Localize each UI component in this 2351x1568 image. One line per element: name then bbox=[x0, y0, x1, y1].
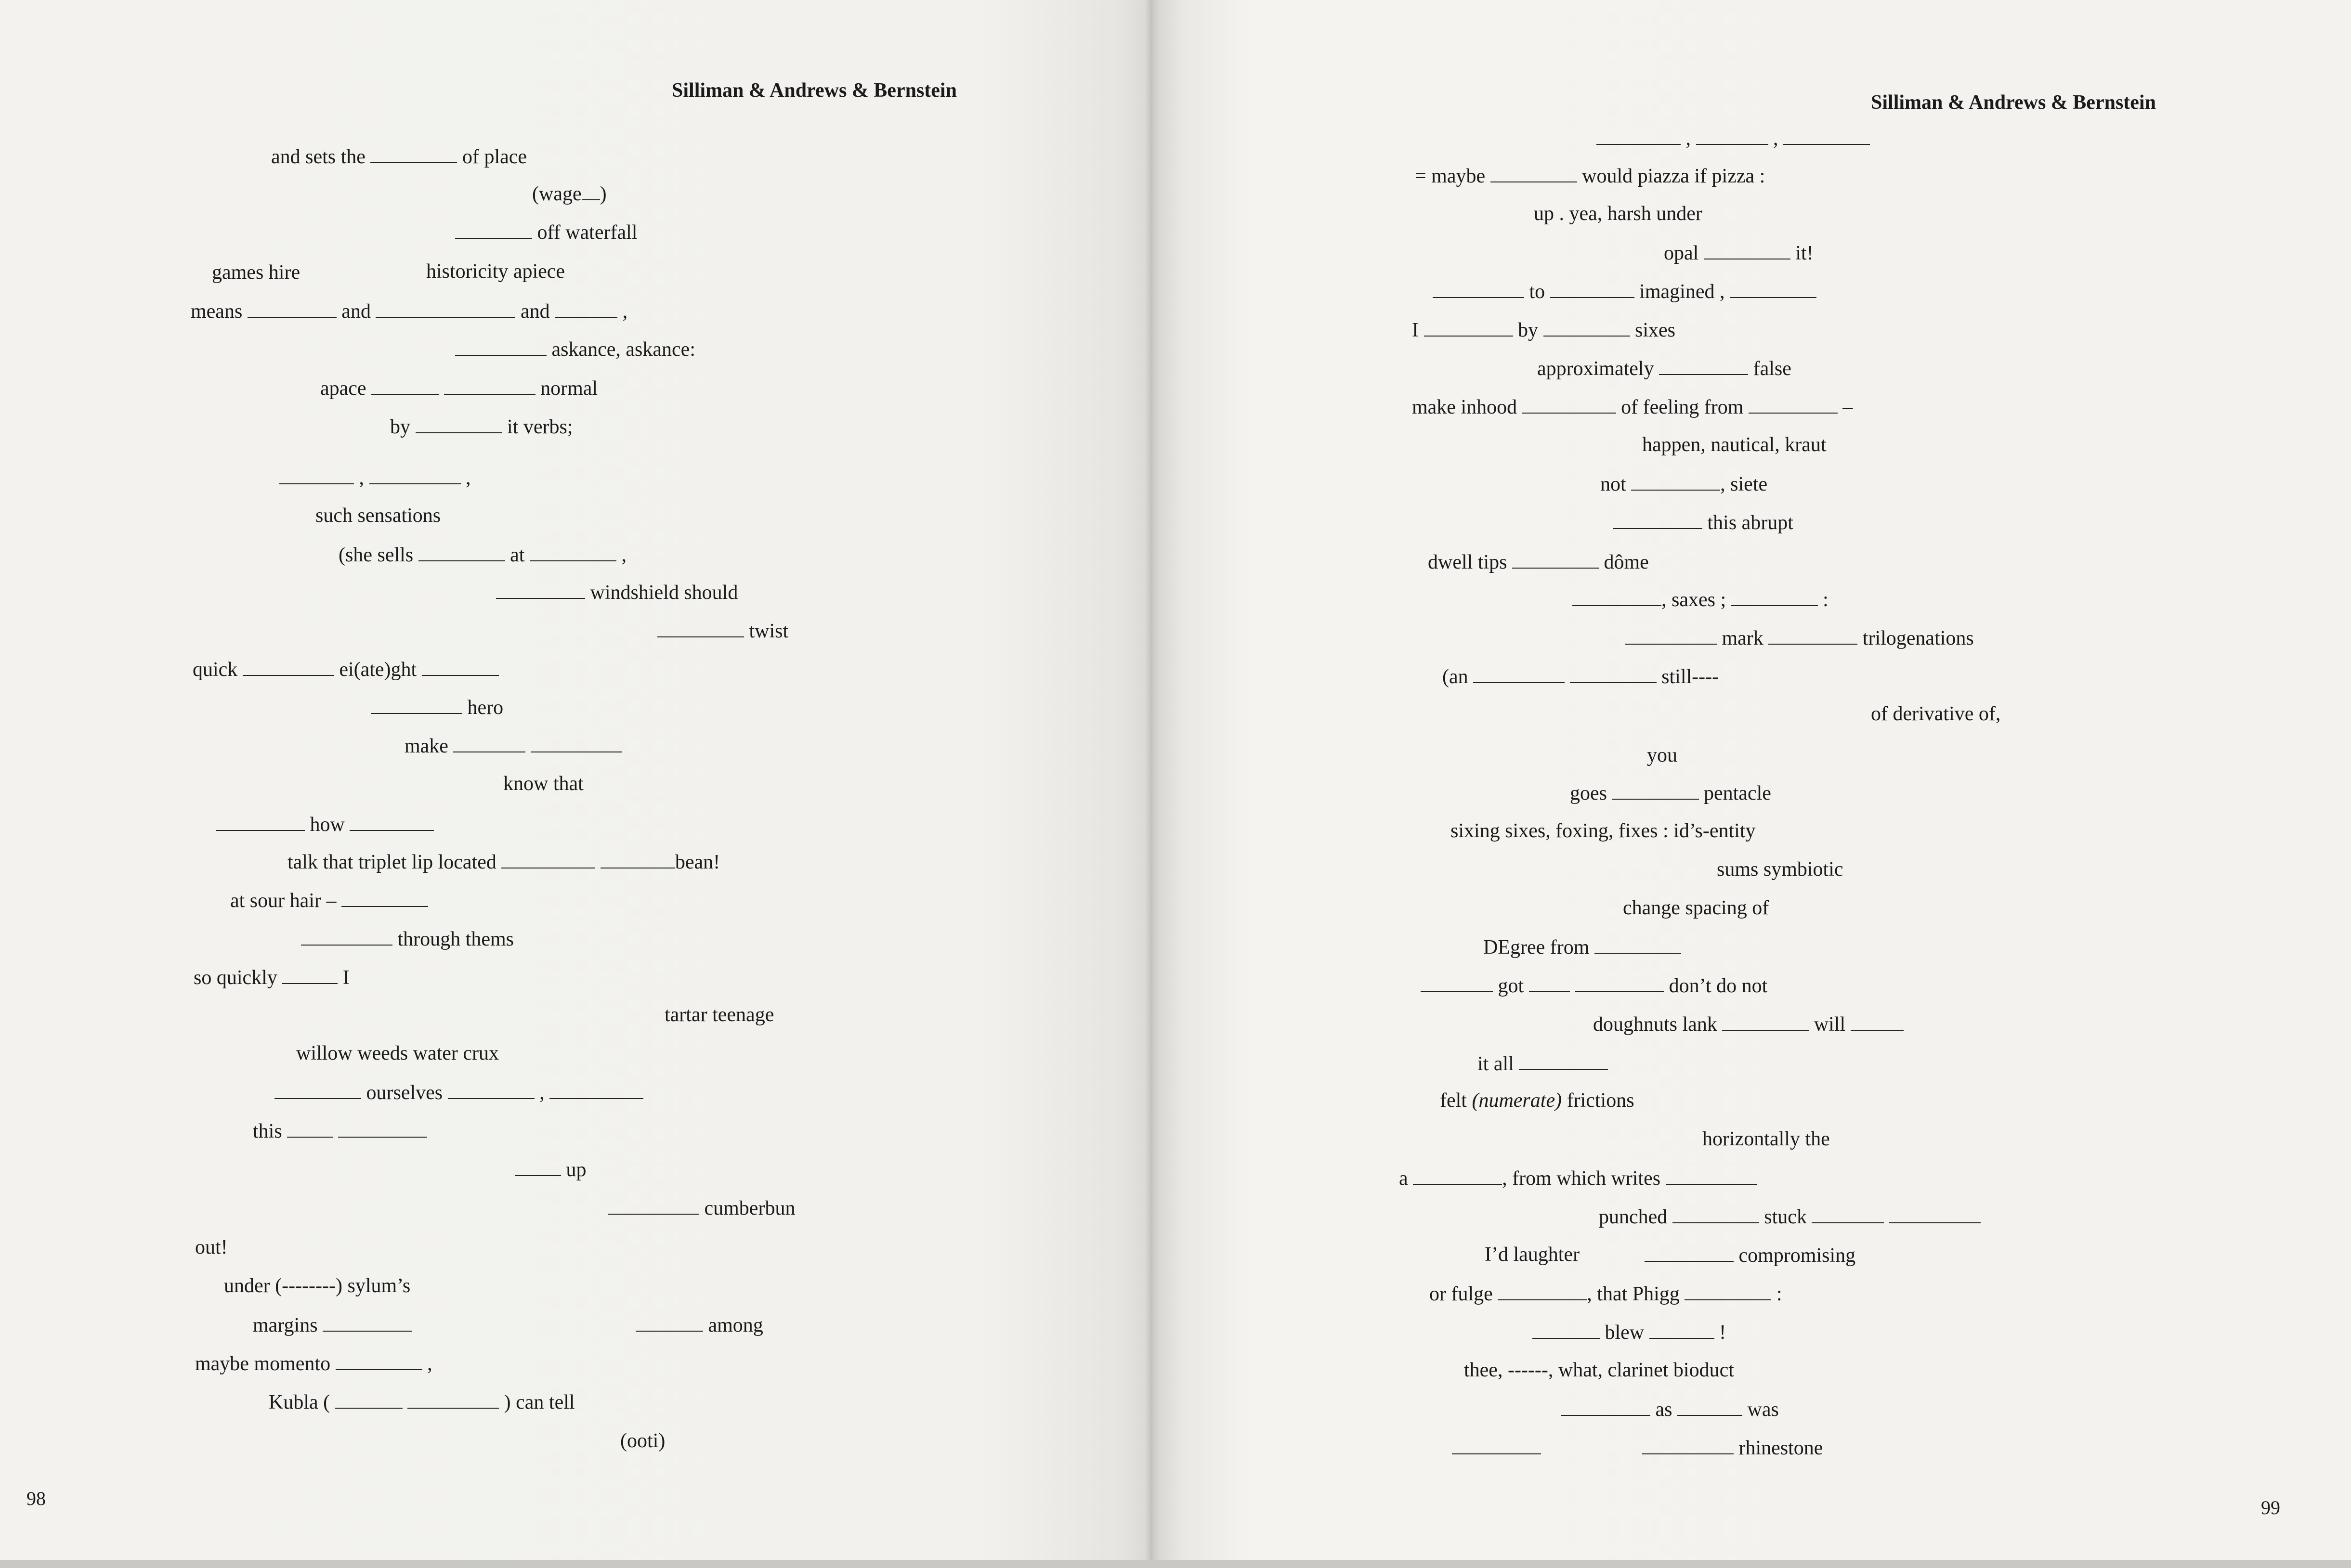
text-line: (she sells at , bbox=[339, 544, 627, 566]
text-line: margins bbox=[253, 1314, 412, 1335]
text-line: windshield should bbox=[496, 582, 738, 603]
text-line: know that bbox=[503, 773, 584, 795]
text-line: got don’t do not bbox=[1421, 975, 1767, 996]
text-line: make bbox=[405, 735, 622, 756]
text-line: opal it! bbox=[1664, 242, 1814, 264]
text-line: rhinestone bbox=[1642, 1437, 1823, 1458]
text-line: twist bbox=[657, 620, 788, 641]
text-line: , , bbox=[1596, 128, 1870, 149]
text-line: dwell tips dôme bbox=[1428, 551, 1649, 573]
text-line: how bbox=[216, 814, 434, 835]
text-line: through thems bbox=[301, 928, 514, 949]
text-line: maybe momento , bbox=[195, 1353, 432, 1375]
text-line: apace normal bbox=[320, 377, 598, 400]
text-line: askance, askance: bbox=[455, 338, 695, 360]
text-line: not , siete bbox=[1600, 473, 1768, 495]
text-line: quick ei(ate)ght bbox=[193, 659, 499, 680]
text-line: (an still---- bbox=[1442, 666, 1719, 688]
text-line: (wage ) bbox=[532, 183, 607, 205]
text-line: out! bbox=[195, 1236, 228, 1258]
text-line: make inhood of feeling from – bbox=[1412, 396, 1853, 418]
background-edge bbox=[0, 1560, 2351, 1568]
text-line: compromising bbox=[1645, 1244, 1855, 1266]
text-line: cumberbun bbox=[608, 1197, 795, 1218]
running-header: Silliman & Andrews & Bernstein bbox=[672, 79, 957, 102]
text-line: this abrupt bbox=[1613, 512, 1793, 533]
text-line: it all bbox=[1477, 1053, 1608, 1074]
text-line: hero bbox=[371, 697, 503, 718]
text-line: felt (numerate) frictions bbox=[1440, 1089, 1634, 1112]
right-page bbox=[1153, 0, 2351, 1560]
text-line: as was bbox=[1561, 1399, 1779, 1420]
text-line: , saxes ; : bbox=[1572, 589, 1829, 610]
text-line: I by sixes bbox=[1412, 319, 1675, 341]
text-line: means and and , bbox=[191, 300, 628, 323]
text-line: talk that triplet lip located bean! bbox=[287, 851, 720, 873]
text-line: you bbox=[1647, 744, 1677, 766]
text-line: historicity apiece bbox=[426, 260, 565, 283]
text-line: = maybe would piazza if pizza : bbox=[1415, 165, 1765, 187]
text-line: approximately false bbox=[1537, 358, 1791, 380]
text-line: or fulge , that Phigg : bbox=[1429, 1283, 1782, 1305]
text-line: happen, nautical, kraut bbox=[1642, 434, 1827, 456]
running-header: Silliman & Andrews & Bernstein bbox=[1871, 91, 2156, 114]
book-gutter bbox=[1145, 0, 1160, 1560]
text-line: sixing sixes, foxing, fixes : id’s-entity bbox=[1450, 820, 1756, 842]
text-line: Kubla ( ) can tell bbox=[269, 1391, 575, 1413]
text-line: off waterfall bbox=[455, 221, 637, 243]
text-line: goes pentacle bbox=[1570, 782, 1771, 804]
text-line: ourselves , bbox=[274, 1082, 643, 1103]
text-line: under (--------) sylum’s bbox=[224, 1275, 411, 1297]
text-line: sums symbiotic bbox=[1717, 858, 1843, 881]
left-page bbox=[0, 0, 1153, 1560]
text-line: to imagined , bbox=[1433, 281, 1816, 302]
text-line: tartar teenage bbox=[665, 1004, 774, 1026]
text-line: blew ! bbox=[1532, 1322, 1726, 1343]
text-line: DEgree from bbox=[1483, 936, 1681, 958]
text-line: thee, ------, what, clarinet bioduct bbox=[1464, 1359, 1734, 1381]
text-line: up . yea, harsh under bbox=[1534, 203, 1702, 225]
text-line: by it verbs; bbox=[390, 416, 573, 438]
text-line: games hire bbox=[212, 261, 300, 284]
text-line: among bbox=[636, 1314, 763, 1335]
page-number: 98 bbox=[26, 1488, 46, 1509]
page-number: 99 bbox=[2261, 1497, 2280, 1518]
text-line: (ooti) bbox=[620, 1430, 666, 1452]
text-line: doughnuts lank will bbox=[1593, 1013, 1904, 1035]
text-line: mark trilogenations bbox=[1625, 627, 1974, 648]
text-line: up bbox=[515, 1159, 587, 1180]
text-line: horizontally the bbox=[1702, 1128, 1830, 1150]
text-line: at sour hair – bbox=[230, 890, 428, 911]
text-line: such sensations bbox=[315, 505, 441, 527]
text-line: , , bbox=[279, 467, 471, 488]
text-line: this bbox=[253, 1120, 427, 1141]
text-line: change spacing of bbox=[1623, 897, 1769, 919]
text-line: a , from which writes bbox=[1399, 1167, 1757, 1189]
text-line: punched stuck bbox=[1599, 1206, 1981, 1227]
text-line: so quickly I bbox=[194, 967, 350, 989]
text-line: and sets the of place bbox=[271, 146, 527, 168]
text-line: of derivative of, bbox=[1871, 703, 2001, 725]
text-line: I’d laughter bbox=[1485, 1244, 1580, 1266]
text-line: willow weeds water crux bbox=[296, 1042, 499, 1064]
text-line bbox=[1452, 1437, 1541, 1458]
